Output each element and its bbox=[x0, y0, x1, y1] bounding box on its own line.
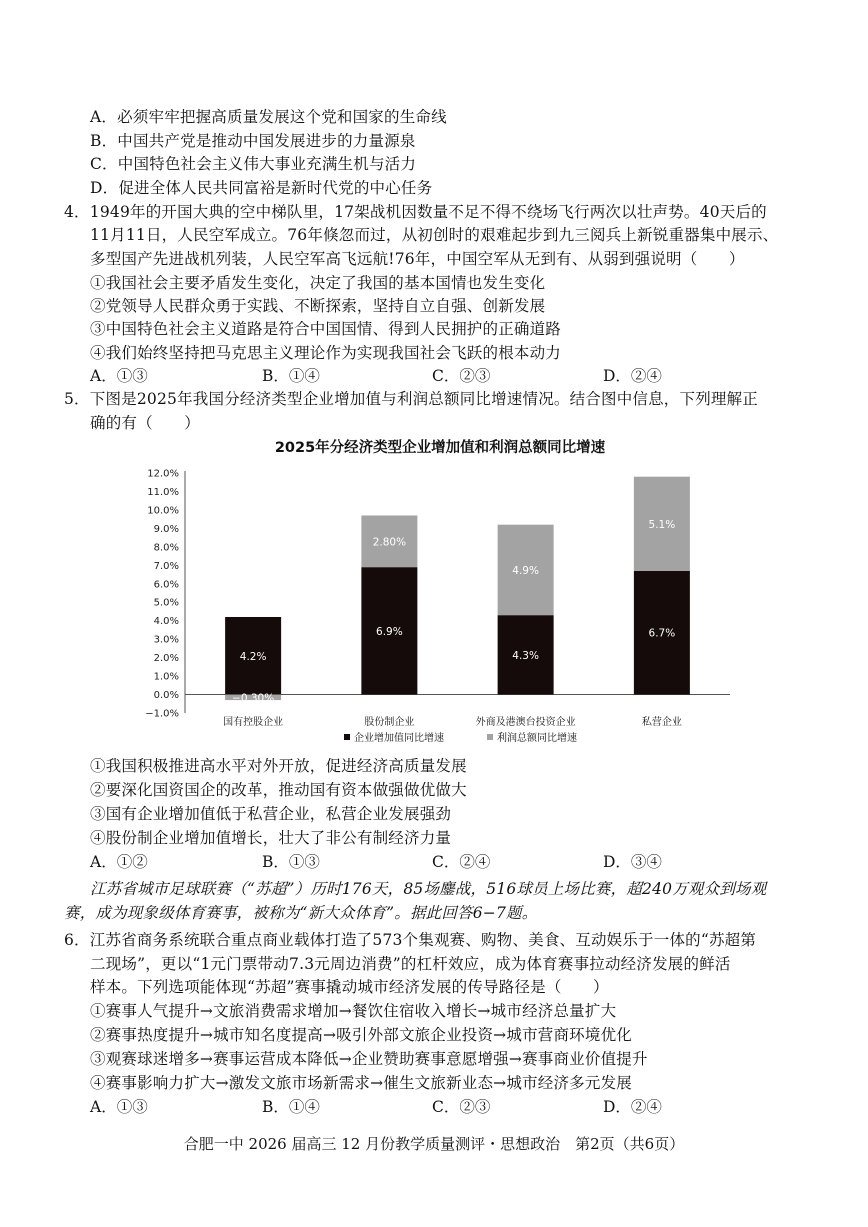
bar-data-label: 4.2% bbox=[239, 650, 267, 663]
y-tick-label: 8.0% bbox=[153, 542, 179, 554]
y-tick-label: 5.0% bbox=[153, 597, 179, 609]
q5-answer-b: B．①③ bbox=[262, 853, 320, 871]
x-category-label: 股份制企业 bbox=[364, 717, 415, 728]
y-tick-label: 1.0% bbox=[153, 671, 179, 683]
chart-canvas bbox=[140, 436, 740, 748]
legend-label: 企业增加值同比增速 bbox=[354, 733, 444, 744]
y-tick-label: 11.0% bbox=[147, 486, 179, 498]
x-category-label: 国有控股企业 bbox=[223, 717, 284, 728]
q4-item: ③中国特色社会主义道路是符合中国国情、得到人民拥护的正确道路 bbox=[90, 320, 562, 338]
x-category-label: 私营企业 bbox=[641, 717, 682, 728]
legend-swatch bbox=[487, 734, 493, 740]
q5-item: ②要深化国资国企的改革，推动国有资本做强做优做大 bbox=[90, 781, 467, 799]
passage-line: 江苏省城市足球联赛（“苏超”）历时176天，85场鏖战，516球员上场比赛，超240万观众到场观 bbox=[90, 880, 767, 898]
q5-stem-line: 5．下图是2025年我国分经济类型企业增加值与利润总额同比增速情况。结合图中信息，下列理解正 bbox=[64, 390, 759, 408]
y-tick-label: 4.0% bbox=[153, 616, 179, 628]
q4-answer-b: B．①④ bbox=[262, 367, 320, 385]
q3-option-d: D．促进全体人民共同富裕是新时代党的中心任务 bbox=[90, 179, 433, 197]
q6-item: ④赛事影响力扩大→激发文旅市场新需求→催生文旅新业态→城市经济多元发展 bbox=[90, 1074, 632, 1092]
bar-data-label: 6.9% bbox=[376, 625, 403, 638]
q5-item: ①我国积极推进高水平对外开放，促进经济高质量发展 bbox=[90, 757, 467, 775]
passage-line: 赛，成为现象级体育赛事，被称为“新大众体育”。据此回答6−7题。 bbox=[64, 904, 538, 922]
q3-option-b: B．中国共产党是推动中国发展进步的力量源泉 bbox=[90, 132, 416, 150]
q4-stem-line: 4．1949年的开国大典的空中梯队里，17架战机因数量不足不得不绕场飞行两次以壮声势。40天后的 bbox=[64, 203, 767, 221]
q6-stem-line: 样本。下列选项能体现“苏超”赛事撬动城市经济发展的传导路径是（ ） bbox=[90, 978, 609, 996]
legend-label: 利润总额同比增速 bbox=[497, 733, 577, 744]
x-category-label: 外商及港澳台投资企业 bbox=[475, 717, 576, 728]
y-tick-label: 2.0% bbox=[153, 653, 179, 665]
q6-item: ③观赛球迷增多→赛事运营成本降低→企业赞助赛事意愿增强→赛事商业价值提升 bbox=[90, 1050, 648, 1068]
legend-swatch bbox=[344, 734, 350, 740]
q5-answer-c: C．②④ bbox=[432, 853, 491, 871]
q6-stem-line: 6．江苏省商务系统联合重点商业载体打造了573个集观赛、购物、美食、互动娱乐于一体的“苏超第 bbox=[64, 931, 757, 949]
y-tick-label: 6.0% bbox=[153, 579, 179, 591]
q4-stem-line: 11月11日，人民空军成立。76年倏忽而过，从初创时的艰难起步到九三阅兵上新锐重器集中展示、 bbox=[90, 226, 779, 244]
y-tick-label: 0.0% bbox=[153, 690, 179, 702]
q4-item: ①我国社会主要矛盾发生变化，决定了我国的基本国情也发生变化 bbox=[90, 274, 546, 292]
q6-answer-b: B．①④ bbox=[262, 1098, 320, 1116]
bar-data-label: 4.9% bbox=[512, 564, 539, 577]
q4-answer-a: A．①③ bbox=[90, 367, 148, 385]
bar-data-label: 5.1% bbox=[648, 518, 676, 531]
bar-data-label: 2.80% bbox=[372, 536, 407, 549]
bar-data-label: −0.30% bbox=[232, 692, 275, 705]
q4-answer-c: C．②③ bbox=[432, 367, 491, 385]
y-tick-label: 3.0% bbox=[153, 634, 179, 646]
y-tick-label: 7.0% bbox=[153, 560, 179, 572]
q3-option-a: A．必须牢牢把握高质量发展这个党和国家的生命线 bbox=[90, 108, 447, 126]
bar-data-label: 4.3% bbox=[512, 649, 539, 662]
q6-answer-d: D．②④ bbox=[603, 1098, 662, 1116]
y-tick-label: 12.0% bbox=[147, 468, 179, 480]
q6-answer-c: C．②③ bbox=[432, 1098, 491, 1116]
q5-answer-d: D．③④ bbox=[603, 853, 662, 871]
chart-title: 2025年分经济类型企业增加值和利润总额同比增速 bbox=[274, 440, 606, 456]
page-footer: 合肥一中 2026 届高三 12 月份教学质量测评・思想政治 第2页（共6页） bbox=[183, 1135, 685, 1153]
bar-data-label: 6.7% bbox=[648, 627, 676, 640]
q4-answer-d: D．②④ bbox=[603, 367, 662, 385]
y-tick-label: 10.0% bbox=[147, 505, 179, 517]
q4-item: ④我们始终坚持把马克思主义理论作为实现我国社会飞跃的根本动力 bbox=[90, 344, 562, 362]
bar-chart bbox=[140, 436, 740, 748]
q4-item: ②党领导人民群众勇于实践、不断探索，坚持自立自强、创新发展 bbox=[90, 297, 546, 315]
q6-answer-a: A．①③ bbox=[90, 1098, 148, 1116]
q5-item: ④股份制企业增加值增长，壮大了非公有制经济力量 bbox=[90, 829, 452, 847]
q6-item: ②赛事热度提升→城市知名度提高→吸引外部文旅企业投资→城市营商环境优化 bbox=[90, 1026, 632, 1044]
q3-option-c: C．中国特色社会主义伟大事业充满生机与活力 bbox=[90, 155, 417, 173]
y-tick-label: 9.0% bbox=[153, 523, 179, 535]
q5-answer-a: A．①② bbox=[90, 853, 148, 871]
y-tick-label: −1.0% bbox=[145, 708, 179, 720]
q6-item: ①赛事人气提升→文旅消费需求增加→餐饮住宿收入增长→城市经济总量扩大 bbox=[90, 1002, 617, 1020]
q6-stem-line: 二现场”，更以“1元门票带动7.3元周边消费”的杠杆效应，成为体育赛事拉动经济发展的鲜活 bbox=[90, 955, 731, 973]
q4-stem-line: 多型国产先进战机列装，人民空军高飞远航!76年，中国空军从无到有、从弱到强说明（ ） bbox=[90, 250, 745, 268]
q5-item: ③国有企业增加值低于私营企业，私营企业发展强劲 bbox=[90, 805, 452, 823]
q5-stem-line: 确的有（ ） bbox=[90, 414, 200, 432]
